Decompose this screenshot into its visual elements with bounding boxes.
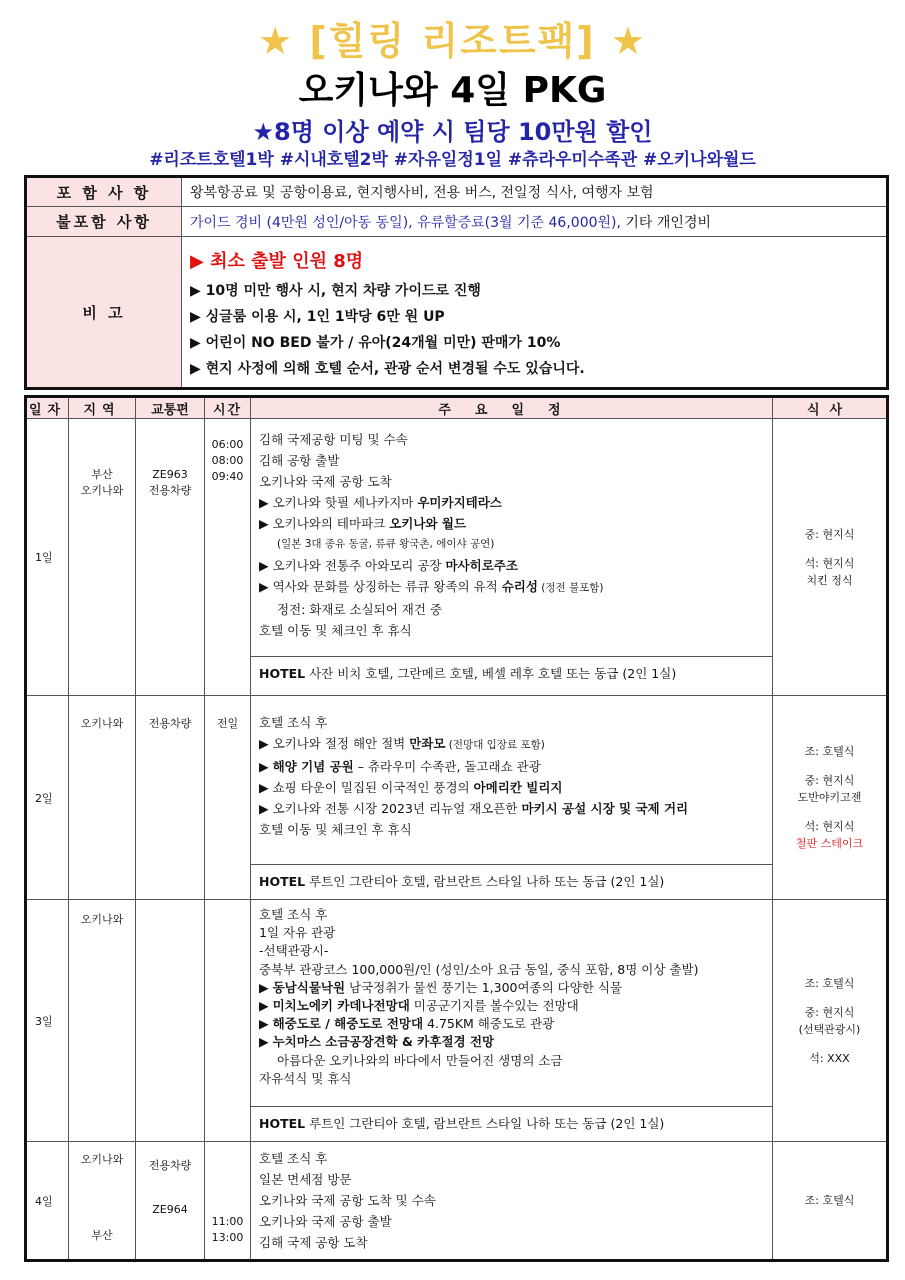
hotel-label: HOTEL (259, 666, 306, 681)
program-line (259, 1033, 766, 1051)
line-text: ▶ 오키나와의 테마파크 (259, 516, 390, 531)
line-text: ▶ 역사와 문화를 상징하는 류큐 왕족의 유적 (259, 579, 502, 594)
program-line (259, 979, 766, 997)
meal-text: 석: 현지식 (804, 556, 855, 570)
line-highlight: 해양 기념 공원 (272, 759, 354, 774)
meal-text: (선택관광시) (798, 1022, 861, 1036)
line-text: ▶ 오키나와 전통 시장 2023년 리뉴얼 재오픈한 (259, 801, 522, 816)
line-text: ▶ (259, 1034, 273, 1050)
hotel-label: HOTEL (259, 874, 306, 889)
include-label: 포 함 사 항 (26, 177, 182, 207)
program-line (259, 555, 766, 576)
line-text: ▶ (259, 759, 273, 774)
line-highlight: 미치노에키 카데나전망대 (272, 998, 410, 1014)
exclude-value-blue: 가이드 경비 (4만원 성인/아동 동일), 유류할증료(3월 기준 46,000원), (190, 214, 621, 231)
meal-cell (773, 900, 888, 1142)
meal-cell (773, 419, 888, 696)
region-cell: 오키나와 (69, 696, 136, 900)
program-line: 아름다운 오키나와의 바다에서 만들어진 생명의 소금 (277, 1052, 563, 1068)
exclude-value (182, 207, 888, 237)
program-line (259, 1015, 766, 1033)
line-highlight: 만좌모 (409, 736, 446, 751)
line-text: ▶ 쇼핑 타운이 밀집된 이국적인 풍경의 (259, 780, 474, 795)
line-text: ▶ (259, 979, 273, 995)
time-text: 09:40 (211, 470, 244, 483)
line-highlight: 슈리성 (501, 579, 538, 594)
program-line: 오키나와 국제 공항 출발 (259, 1214, 392, 1229)
line-text: ▶ 오키나와 절정 해안 절벽 (259, 736, 410, 751)
program-line: 호텔 조식 후 (259, 715, 328, 730)
program-line (259, 756, 766, 777)
schedule-table (24, 395, 889, 1262)
line-highlight: 마키시 공설 시장 및 국제 거리 (521, 801, 689, 816)
meal-text: 조: 호텔식 (804, 976, 855, 990)
program-cell (251, 419, 773, 696)
line-highlight: 우미카지테라스 (417, 495, 502, 510)
program-line: 자유석식 및 휴식 (259, 1070, 352, 1086)
time-text: 13:00 (211, 1231, 244, 1244)
header-program: 주요일정 (251, 397, 773, 419)
meal-text: 치킨 정식 (806, 573, 853, 587)
time-cell (205, 419, 251, 696)
line-text: ▶ 오키나와 핫필 세나카지마 (259, 495, 418, 510)
program-line: 호텔 조식 후 (259, 907, 328, 922)
include-value: 왕복항공료 및 공항이용료, 현지행사비, 전용 버스, 전일정 식사, 여행자 보험 (182, 177, 888, 207)
region-text: 부산 (91, 468, 113, 481)
header-region: 지역 (69, 397, 136, 419)
line-text: (정전 불포함) (537, 582, 604, 594)
meal-text: 철판 스테이크 (795, 837, 864, 850)
meal-cell (773, 696, 888, 900)
line-text: (전망대 입장료 포함) (445, 739, 545, 751)
header-time: 시간 (205, 397, 251, 419)
program-cell (251, 900, 773, 1142)
day-cell: 4일 (26, 1142, 69, 1261)
program-line: 김해 공항 출발 (259, 453, 340, 468)
program-line: 호텔 조식 후 (259, 1151, 328, 1166)
note-line: ▶ 싱글룸 이용 시, 1인 1박당 6만 원 UP (190, 309, 445, 325)
program-line: -선택관광시- (259, 943, 329, 959)
program-line: 오키나와 국제 공항 도착 (259, 474, 392, 489)
line-text: ▶ (259, 1016, 273, 1032)
region-cell: 오키나와 (69, 900, 136, 1142)
program-line (259, 576, 766, 599)
program-line: 정전: 화재로 소실되어 재건 중 (277, 602, 443, 617)
line-text: – 츄라우미 수족관, 돌고래쇼 관광 (353, 759, 541, 774)
meal-text: 중: 현지식 (804, 1005, 855, 1019)
info-table (24, 175, 889, 390)
day-cell: 3일 (26, 900, 69, 1142)
program-line (259, 492, 766, 513)
header-day: 일자 (26, 397, 69, 419)
meal-text: 조: 호텔식 (804, 1194, 855, 1207)
note-line: ▶ 10명 미만 행사 시, 현지 차량 가이드로 진행 (190, 283, 481, 299)
program-line: 오키나와 국제 공항 도착 및 수속 (259, 1193, 436, 1208)
program-line (259, 997, 766, 1015)
package-title: 오키나와 4일 PKG (298, 70, 607, 111)
day-cell: 1일 (26, 419, 69, 696)
program-line: 김해 국제공항 미팅 및 수속 (259, 432, 408, 447)
line-text: 남국정취가 물씬 풍기는 1,300여종의 다양한 식물 (345, 979, 623, 995)
program-line: 1일 자유 관광 (259, 925, 336, 941)
hashtags: #리조트호텔1박 #시내호텔2박 #자유일정1일 #츄라우미수족관 #오키나와월드 (149, 150, 756, 170)
line-highlight: 마사히로주조 (445, 558, 518, 573)
hotel-text: 루트인 그란티아 호텔, 람브란트 스타일 나하 또는 동급 (2인 1실) (305, 1116, 665, 1131)
time-cell (205, 900, 251, 1142)
line-highlight: 누치마스 소금공장견학 & 카후절경 전망 (272, 1034, 495, 1050)
program-line (259, 777, 766, 798)
transport-text: 전용차량 (148, 484, 192, 497)
transport-text: ZE963 (152, 468, 188, 481)
meal-text: 조: 호텔식 (804, 745, 855, 758)
program-line (259, 733, 766, 756)
transport-cell (136, 1142, 205, 1261)
program-line: 일본 면세점 방문 (259, 1172, 352, 1187)
program-cell (251, 1142, 773, 1261)
region-text: 오키나와 (80, 484, 124, 497)
note-line: ▶ 어린이 NO BED 불가 / 유아(24개월 미만) 판매가 10% (190, 335, 561, 351)
program-line (259, 513, 766, 534)
program-line: 김해 국제 공항 도착 (259, 1235, 368, 1250)
exclude-value-rest: 기타 개인경비 (620, 214, 711, 231)
note-main: ▶ 최소 출발 인원 8명 (190, 251, 364, 272)
promo-text: ★8명 이상 예약 시 팀당 10만원 할인 (252, 118, 653, 146)
meal-text: 석: 현지식 (804, 820, 855, 833)
program-line: 호텔 이동 및 체크인 후 휴식 (259, 822, 412, 837)
meal-text: 중: 현지식 (804, 774, 855, 787)
program-cell (251, 696, 773, 900)
program-line: 호텔 이동 및 체크인 후 휴식 (259, 623, 412, 638)
meal-cell (773, 1142, 888, 1261)
note-line: ▶ 현지 사정에 의해 호텔 순서, 관광 순서 변경될 수도 있습니다. (190, 361, 585, 377)
meal-text: 도반야키고젠 (797, 791, 862, 804)
program-line: (일본 3대 종유 동굴, 류큐 왕국촌, 에이샤 공연) (277, 538, 495, 550)
time-text: 06:00 (211, 438, 244, 451)
line-text: ▶ 오키나와 전통주 아와모리 공장 (259, 558, 446, 573)
time-cell: 전일 (205, 696, 251, 900)
transport-text: 전용차량 (148, 1159, 192, 1172)
hotel-label: HOTEL (259, 1116, 306, 1131)
time-text: 08:00 (211, 454, 244, 467)
transport-cell (136, 419, 205, 696)
line-highlight: 아메리칸 빌리지 (473, 780, 563, 795)
meal-text: 석: XXX (809, 1051, 850, 1065)
day-cell: 2일 (26, 696, 69, 900)
line-text: 미공군기지를 볼수있는 전망대 (409, 998, 579, 1014)
table-row (26, 1142, 888, 1261)
line-text: ▶ (259, 998, 273, 1014)
line-text: 4.75KM 해중도로 관광 (423, 1016, 555, 1032)
hotel-text: 루트인 그란티아 호텔, 람브란트 스타일 나하 또는 동급 (2인 1실) (305, 874, 665, 889)
transport-cell (136, 900, 205, 1142)
hotel-line (251, 656, 772, 690)
transport-cell: 전용차량 (136, 696, 205, 900)
region-cell (69, 419, 136, 696)
region-cell (69, 1142, 136, 1261)
region-text: 부산 (91, 1229, 113, 1242)
header-transport: 교통편 (136, 397, 205, 419)
region-text: 오키나와 (80, 1153, 124, 1166)
meal-text: 중: 현지식 (804, 527, 855, 541)
header-meal: 식사 (773, 397, 888, 419)
time-text: 11:00 (211, 1215, 244, 1228)
table-row (26, 696, 888, 900)
hotel-text: 사잔 비치 호텔, 그란메르 호텔, 베셀 레후 호텔 또는 동급 (2인 1실) (305, 666, 677, 681)
time-cell (205, 1142, 251, 1261)
line-highlight: 해중도로 / 해중도로 전망대 (272, 1016, 424, 1032)
hotel-line (251, 864, 772, 898)
page-title-banner: ★ [힐링 리조트팩] ★ (258, 19, 647, 63)
exclude-label: 불포함 사항 (26, 207, 182, 237)
line-highlight: 동남식물낙원 (272, 979, 346, 995)
program-line: 중북부 관광코스 100,000원/인 (성인/소아 요금 동일, 중식 포함, 8명 이상 출발) (259, 961, 699, 977)
program-line (259, 798, 766, 819)
transport-text: ZE964 (152, 1203, 188, 1216)
table-row (26, 900, 888, 1142)
table-row (26, 419, 888, 696)
note-value (182, 237, 888, 389)
note-label: 비 고 (26, 237, 182, 389)
line-highlight: 오키나와 월드 (389, 516, 467, 531)
hotel-line (251, 1106, 772, 1140)
